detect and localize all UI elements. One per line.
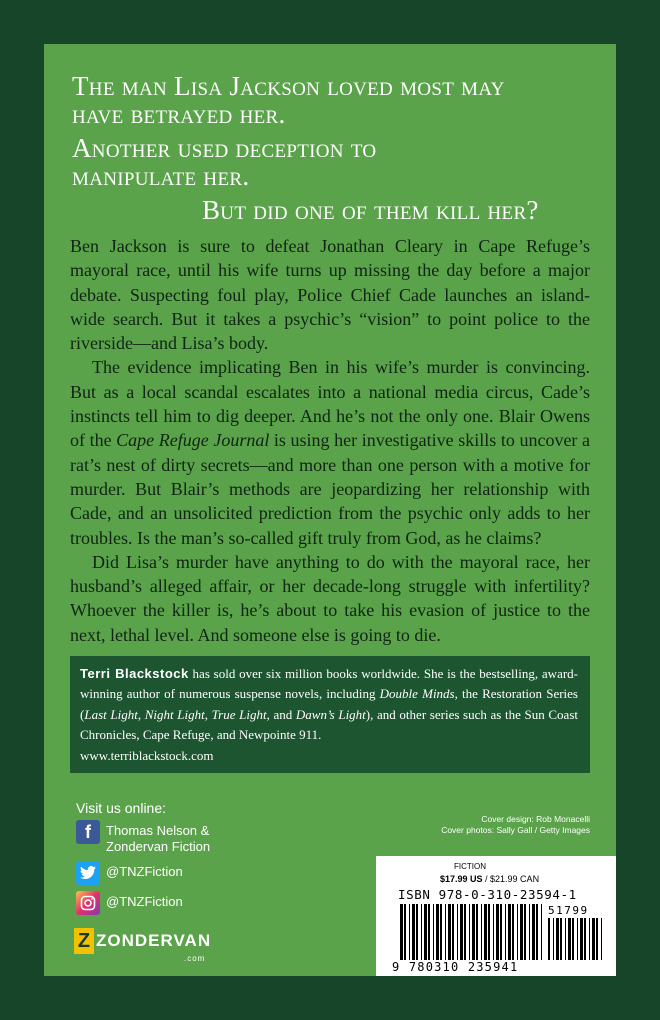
facebook-icon: f <box>76 820 100 844</box>
price-label <box>440 874 539 884</box>
headline-line-3: Another used deception to <box>72 133 377 163</box>
publisher-domain: .com <box>184 954 206 963</box>
facebook-label-line-2: Zondervan Fiction <box>106 839 211 854</box>
bio-text: , the Restoration Series ( <box>80 686 578 722</box>
synopsis-paragraph-3: Did Lisa’s murder have anything to do with the mayoral race, her husband’s alleged affair, or her decade-long struggle with infertility? Whoever the killer is, he’s about to take his evasion of justice to the next, lethal level. And someone else is going to die. <box>70 551 590 645</box>
synopsis-p2-start: The evidence implicating Ben in his wife’s murder is convincing. But as a local scandal escalates into a national media circus, Cade’s instincts tell him to dig deeper. And he’s not the only one. Blair Owens of the <box>70 357 590 451</box>
bio-text: , <box>137 706 145 722</box>
publisher-name: ZONDERVAN <box>96 931 212 950</box>
genre-label: FICTION <box>454 862 486 871</box>
headline-line-4: manipulate her. <box>72 161 250 191</box>
price-us: $17.99 US <box>440 874 483 884</box>
addon-barcode <box>548 918 604 960</box>
headline-line-2: have betrayed her. <box>72 99 286 129</box>
bio-text: , <box>204 706 212 722</box>
facebook-link[interactable] <box>76 820 210 855</box>
synopsis <box>70 234 590 647</box>
price-addon-digits: 51799 <box>548 904 589 917</box>
bio-text: has sold over six million books worldwide. She is the bestselling, award-winning author of numerous suspense novels, including <box>80 666 579 702</box>
barcode-label <box>376 856 616 976</box>
twitter-link[interactable] <box>76 861 210 885</box>
synopsis-p2-end: is using her investigative skills to uncover a rat’s nest of dirty secrets—and more than one person with a motive for murder. But Blair’s methods are jeopardizing her relationship with Cade, and an unsolicited prediction from the psychic only adds to her troubles. Is the man’s so-called gift truly from God, as he claims? <box>70 430 591 548</box>
twitter-label: @TNZFiction <box>106 864 183 879</box>
ean-digits: 9 780310 235941 <box>392 960 519 974</box>
bio-title: Night Light <box>144 706 205 722</box>
bio-title: Last Light <box>84 706 138 722</box>
cover-photo-credit: Cover photos: Sally Gall / Getty Images <box>441 825 590 835</box>
author-bio <box>70 656 590 773</box>
facebook-label-line-1: Thomas Nelson & <box>106 823 210 838</box>
synopsis-paragraph-1: Ben Jackson is sure to defeat Jonathan Cleary in Cape Refuge’s mayoral race, until his wife turns up missing the day before a major debate. Suspecting foul play, Police Chief Cade launches an island-wide search. But it takes a psychic’s “vision” to point police to the riverside—and Lisa’s body. <box>70 236 590 354</box>
headline-line-5: But did one of them kill her? <box>202 195 539 225</box>
author-website-link[interactable]: www.terriblackstock.com <box>80 747 214 763</box>
social-links <box>76 800 210 921</box>
bio-text: ), and other series such as the Sun Coast Chronicles, Cape Refuge, and Newpointe 911. <box>80 706 579 743</box>
bio-text: , and <box>266 706 296 722</box>
visit-us-label: Visit us online: <box>76 800 167 816</box>
main-barcode <box>400 904 546 960</box>
instagram-label: @TNZFiction <box>106 894 183 909</box>
cover-design-credit: Cover design: Rob Monacelli <box>481 814 590 824</box>
isbn-text: ISBN 978-0-310-23594-1 <box>398 887 577 902</box>
facebook-label <box>106 820 210 855</box>
zondervan-logo-mark: Z <box>74 928 94 954</box>
instagram-link[interactable] <box>76 891 210 915</box>
bio-title: Dawn’s Light <box>295 706 366 722</box>
zondervan-logo <box>74 928 212 963</box>
bio-title: Double Minds <box>379 686 455 702</box>
price-can: / $21.99 CAN <box>482 874 540 884</box>
author-name: Terri Blackstock <box>80 666 189 681</box>
cover-credits <box>416 814 590 836</box>
journal-title: Cape Refuge Journal <box>116 430 270 451</box>
twitter-icon <box>76 861 100 885</box>
headline-line-1: The man Lisa Jackson loved most may <box>72 71 505 101</box>
bio-title: True Light <box>211 706 267 722</box>
instagram-icon <box>76 891 100 915</box>
synopsis-paragraph-2 <box>70 355 590 549</box>
cover-panel <box>44 44 616 976</box>
